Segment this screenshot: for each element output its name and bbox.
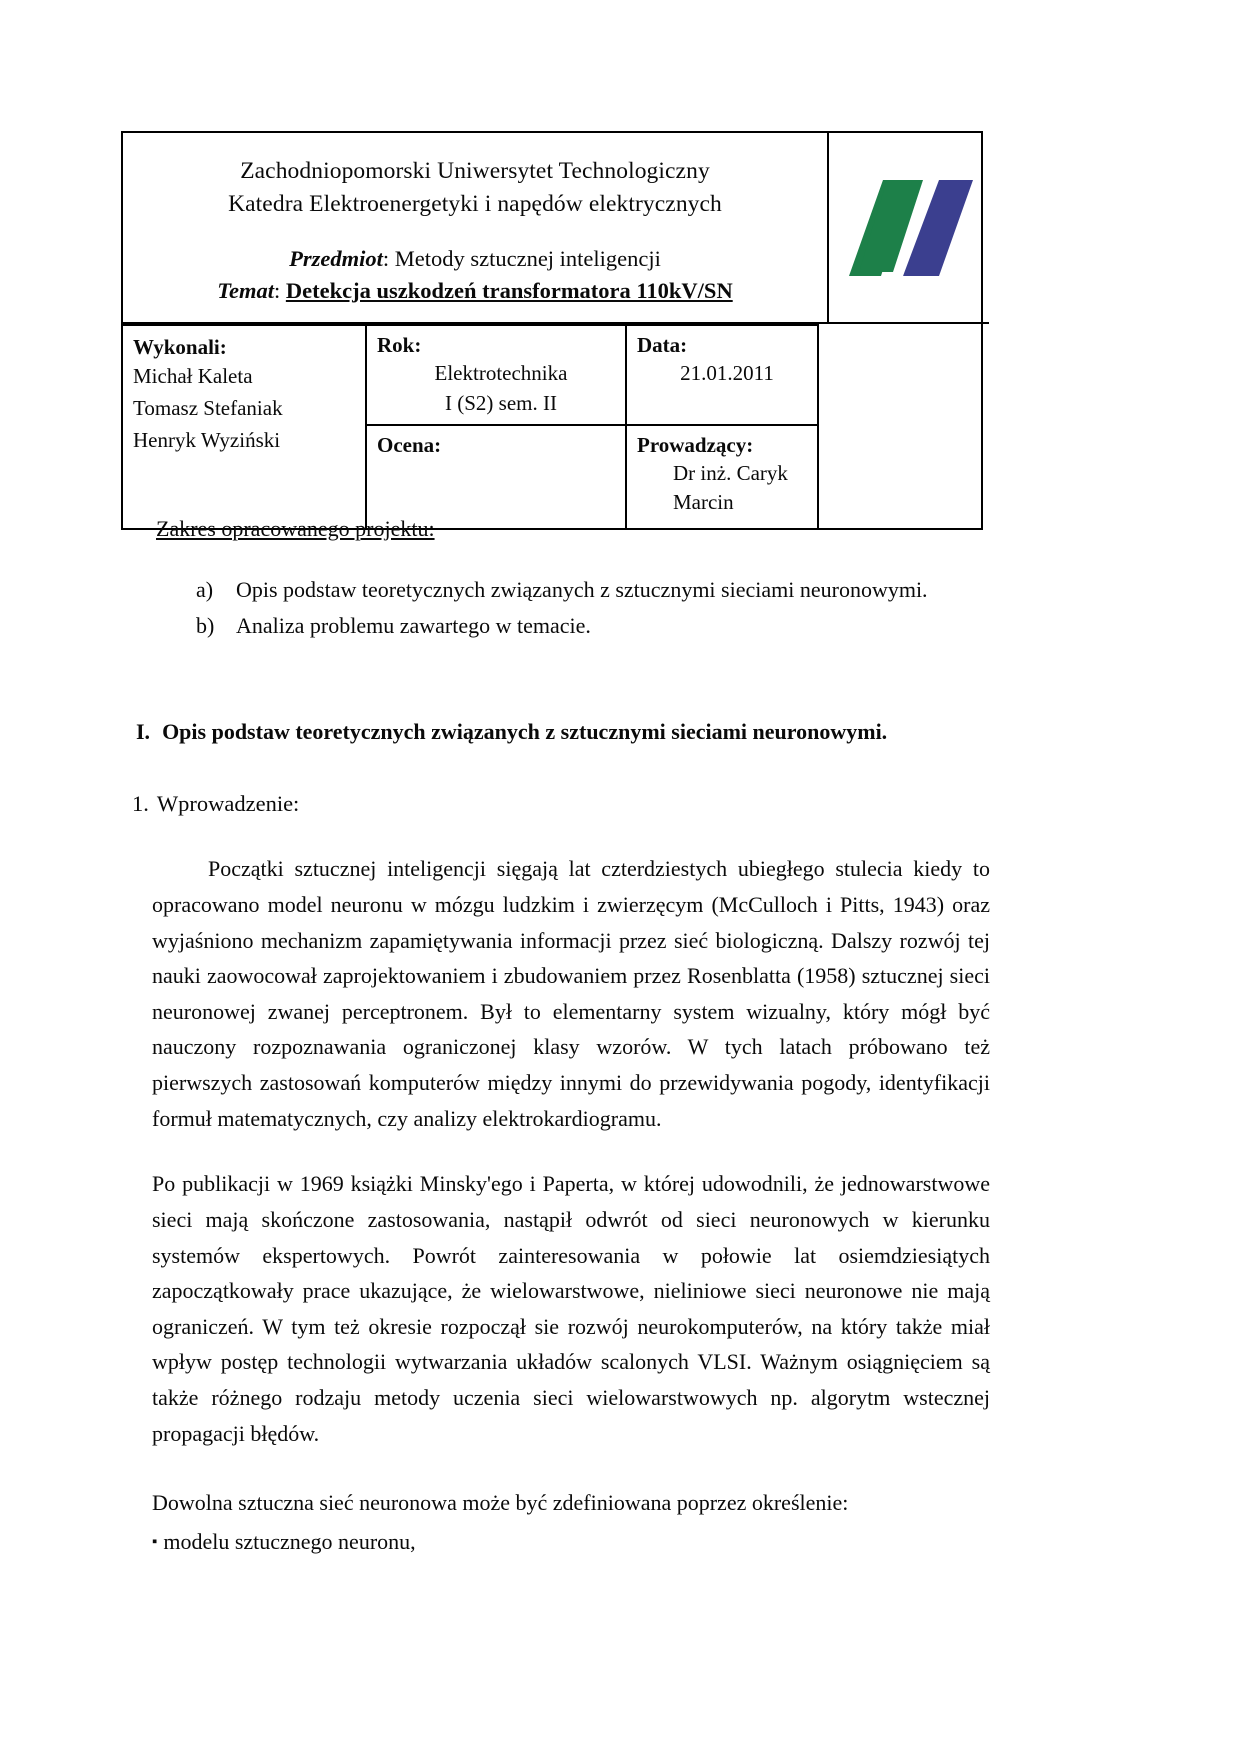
subject-topic-block — [129, 244, 821, 307]
authors-label: Wykonali: — [133, 335, 227, 360]
cover-header-table — [121, 131, 983, 530]
section-title: Opis podstaw teoretycznych związanych z sztucznymi sieciami neuronowymi. — [162, 719, 888, 745]
subject-value: Metody sztucznej inteligencji — [394, 245, 661, 271]
subsection-heading — [132, 791, 990, 817]
department-name-line2: Katedra Elektroenergetyki i napędów elektrycznych — [228, 191, 722, 218]
topic-separator: : — [273, 278, 286, 304]
subject-label: Przedmiot — [289, 245, 383, 271]
paragraph-2: Po publikacji w 1969 książki Minsky'ego i Paperta, w której udowodnili, że jednowarstwowe sieci mają skończone zastosowania, nastąpił odwrót od sieci neuronowych w kierunku systemów ekspertowych. Powrót zainteresowania w połowie lat osiemdziesiątych zapoczątkowały prace ukazujące, że wielowarstwowe, nieliniowe sieci neuronowe nie mają ograniczeń. W tym też okresie rozpoczął sie rozwój neurokomputerów, na który także miał wpływ postęp technologii wytwarzania układów scalonych VLSI. Ważnym osiągnięciem są także różnego rodzaju metody uczenia sieci wielowarstwowych np. algorytm wstecznej propagacji błędów. — [152, 1171, 990, 1446]
scope-title: Zakres opracowanego projektu: — [156, 516, 435, 541]
year-value-line2: I (S2) sem. II — [445, 390, 557, 415]
date-value: 21.01.2011 — [680, 361, 774, 386]
closing-bullet-text: modelu sztucznego neuronu, — [163, 1528, 416, 1554]
bullet-square-icon: ▪ — [152, 1533, 158, 1550]
scope-item-marker-b: b) — [196, 612, 215, 638]
scope-list-item — [196, 608, 990, 644]
year-label: Rok: — [377, 333, 422, 358]
university-name-line1: Zachodniopomorski Uniwersytet Technologiczny — [240, 158, 710, 184]
scope-item-text-b: Analiza problemu zawartego w temacie. — [236, 612, 591, 638]
scope-list-item — [196, 572, 990, 608]
header-tail-cell — [818, 325, 981, 527]
zut-logo-icon — [839, 172, 979, 284]
authors-cell — [123, 325, 366, 527]
scope-item-text-a: Opis podstaw teoretycznych związanych z sztucznymi sieciami neuronowymi. — [236, 577, 928, 602]
section-number: I. — [136, 719, 151, 745]
supervisor-value: Dr inż. Caryk Marcin — [673, 461, 788, 515]
scope-list — [152, 572, 990, 643]
grade-cell — [366, 425, 626, 528]
grade-label: Ocena: — [377, 433, 442, 458]
closing-bullet-line — [152, 1525, 990, 1558]
year-cell — [366, 325, 626, 425]
subsection-title: Wprowadzenie: — [156, 791, 300, 817]
logo-cell — [828, 133, 989, 323]
supervisor-label: Prowadzący: — [637, 433, 754, 458]
author-name-2: Tomasz Stefaniak — [133, 396, 283, 421]
supervisor-cell — [626, 425, 818, 528]
year-value-line1: Elektrotechnika — [434, 361, 568, 386]
date-cell — [626, 325, 818, 425]
scope-item-marker-a: a) — [196, 577, 214, 602]
paragraph-1: Początki sztucznej inteligencji sięgają lat czterdziestych ubiegłego stulecia kiedy to opracowano model neuronu w mózgu ludzkim i zwierzęcym (McCulloch i Pitts, 1943) oraz wyjaśniono mechanizm zapamiętywania informacji przez sieć biologiczną. Dalszy rozwój tej nauki zaowocował zaprojektowaniem i zbudowaniem przez Rosenblatta (1958) sztucznej sieci neuronowej zwanej perceptronem. Był to elementarny system wizualny, który mógł być nauczony rozpoznawania ograniczonej klasy wzorów. W tych latach próbowano też pierwszych zastosowań komputerów między innymi do przewidywania pogody, identyfikacji formuł matematycznych, czy analizy elektrokardiogramu. — [152, 856, 990, 1131]
title-cell — [123, 133, 828, 323]
document-body — [132, 516, 990, 1558]
topic-value: Detekcja uszkodzeń transformatora 110kV/SN — [285, 278, 733, 304]
author-name-1: Michał Kaleta — [133, 364, 253, 389]
subsection-number: 1. — [132, 791, 149, 817]
topic-line — [129, 276, 821, 306]
section-heading — [136, 719, 990, 745]
date-label: Data: — [637, 333, 688, 358]
subject-line — [129, 244, 821, 274]
closing-lead-line: Dowolna sztuczna sieć neuronowa może być zdefiniowana poprzez określenie: — [152, 1490, 849, 1516]
subject-separator: : — [382, 245, 395, 271]
topic-label: Temat — [217, 278, 274, 304]
author-name-3: Henryk Wyziński — [133, 428, 281, 453]
